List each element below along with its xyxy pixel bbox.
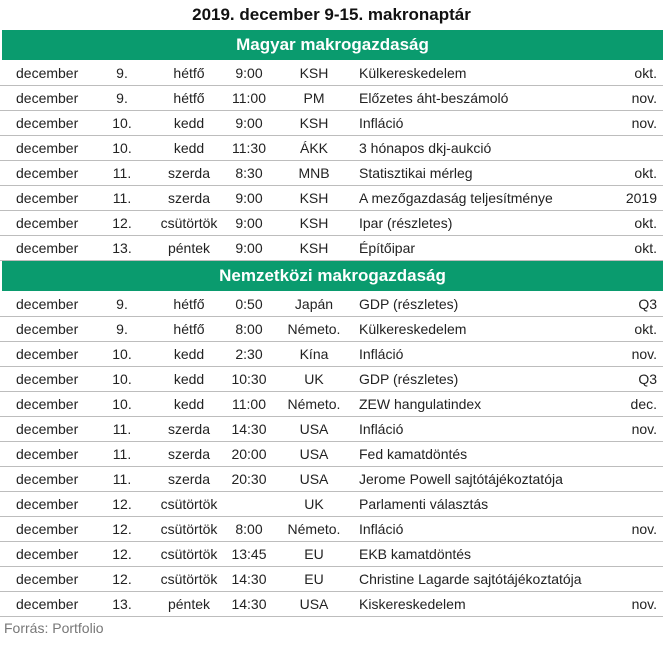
time-cell: 8:30 — [235, 165, 263, 181]
time-cell: 0:50 — [235, 296, 263, 312]
period-cell: okt. — [634, 65, 657, 81]
month-cell: december — [16, 446, 79, 462]
source-cell: ÁKK — [299, 140, 328, 156]
weekday-cell: csütörtök — [160, 496, 218, 512]
month-cell: december — [16, 521, 79, 537]
day-cell: 11. — [112, 421, 132, 437]
table-row — [0, 542, 663, 567]
day-cell: 10. — [112, 396, 132, 412]
day-cell: 11. — [112, 471, 132, 487]
month-cell: december — [16, 190, 79, 206]
time-cell: 9:00 — [235, 215, 263, 231]
event-cell: Christine Lagarde sajtótájékoztatója — [359, 571, 582, 587]
time-cell: 9:00 — [235, 190, 263, 206]
table-row — [0, 211, 663, 236]
month-cell: december — [16, 90, 79, 106]
source-cell: EU — [304, 571, 324, 587]
weekday-cell: kedd — [173, 140, 205, 156]
month-cell: december — [16, 321, 79, 337]
table-row — [0, 467, 663, 492]
weekday-cell: szerda — [167, 471, 211, 487]
weekday-cell: kedd — [173, 371, 205, 387]
weekday-cell: hétfő — [173, 65, 205, 81]
period-cell: Q3 — [638, 296, 657, 312]
month-cell: december — [16, 371, 79, 387]
table-row — [0, 442, 663, 467]
weekday-cell: szerda — [167, 190, 211, 206]
weekday-cell: hétfő — [173, 90, 205, 106]
month-cell: december — [16, 165, 79, 181]
period-cell: nov. — [631, 346, 657, 362]
source-cell: USA — [299, 446, 329, 462]
source-cell: MNB — [298, 165, 330, 181]
event-cell: Fed kamatdöntés — [359, 446, 468, 462]
time-cell: 8:00 — [235, 321, 263, 337]
day-cell: 12. — [112, 496, 132, 512]
month-cell: december — [16, 240, 79, 256]
source-cell: Németo. — [287, 396, 341, 412]
source-cell: Németo. — [287, 521, 341, 537]
event-cell: Külkereskedelem — [359, 321, 467, 337]
period-cell: nov. — [631, 421, 657, 437]
month-cell: december — [16, 571, 79, 587]
day-cell: 11. — [112, 446, 132, 462]
weekday-cell: csütörtök — [160, 215, 218, 231]
time-cell: 13:45 — [231, 546, 267, 562]
event-cell: Jerome Powell sajtótájékoztatója — [359, 471, 563, 487]
day-cell: 10. — [112, 371, 132, 387]
day-cell: 9. — [116, 65, 128, 81]
event-cell: ZEW hangulatindex — [359, 396, 482, 412]
day-cell: 10. — [112, 346, 132, 362]
event-cell: Ipar (részletes) — [359, 215, 453, 231]
month-cell: december — [16, 115, 79, 131]
time-cell: 11:00 — [232, 90, 266, 106]
period-cell: okt. — [634, 240, 657, 256]
time-cell: 20:00 — [231, 446, 267, 462]
month-cell: december — [16, 396, 79, 412]
period-cell: okt. — [634, 321, 657, 337]
month-cell: december — [16, 596, 79, 612]
table-row — [0, 342, 663, 367]
source-cell: KSH — [299, 115, 329, 131]
weekday-cell: péntek — [167, 596, 211, 612]
event-cell: EKB kamatdöntés — [359, 546, 472, 562]
table-row — [0, 236, 663, 261]
time-cell: 20:30 — [231, 471, 267, 487]
period-cell: Q3 — [638, 371, 657, 387]
weekday-cell: szerda — [167, 165, 211, 181]
event-cell: Előzetes áht-beszámoló — [359, 90, 509, 106]
day-cell: 12. — [112, 521, 132, 537]
calendar-table — [0, 30, 663, 617]
period-cell: nov. — [631, 90, 657, 106]
weekday-cell: kedd — [173, 115, 205, 131]
table-row — [0, 186, 663, 211]
day-cell: 10. — [112, 140, 132, 156]
time-cell: 14:30 — [231, 571, 267, 587]
source-cell: Japán — [294, 296, 334, 312]
source-cell: KSH — [299, 240, 329, 256]
source-cell: USA — [299, 471, 329, 487]
time-cell: 8:00 — [235, 521, 263, 537]
source-cell: Kína — [299, 346, 329, 362]
time-cell: 9:00 — [235, 240, 263, 256]
table-row — [0, 417, 663, 442]
weekday-cell: hétfő — [173, 321, 205, 337]
event-cell: GDP (részletes) — [359, 371, 459, 387]
weekday-cell: hétfő — [173, 296, 205, 312]
event-cell: Infláció — [359, 346, 404, 362]
source-cell: UK — [304, 371, 324, 387]
event-cell: Kiskereskedelem — [359, 596, 466, 612]
source-cell: PM — [303, 90, 325, 106]
source-cell: EU — [304, 546, 324, 562]
weekday-cell: szerda — [167, 421, 211, 437]
weekday-cell: kedd — [173, 346, 205, 362]
source-cell: Németo. — [287, 321, 341, 337]
period-cell: dec. — [630, 396, 657, 412]
day-cell: 12. — [112, 571, 132, 587]
day-cell: 11. — [112, 165, 132, 181]
event-cell: GDP (részletes) — [359, 296, 459, 312]
table-row — [0, 517, 663, 542]
weekday-cell: csütörtök — [160, 521, 218, 537]
time-cell: 11:30 — [232, 140, 266, 156]
table-row — [0, 61, 663, 86]
table-row — [0, 317, 663, 342]
event-cell: Infláció — [359, 115, 404, 131]
weekday-cell: szerda — [167, 446, 211, 462]
source-cell: KSH — [299, 190, 329, 206]
table-row — [0, 136, 663, 161]
period-cell: 2019 — [625, 190, 657, 206]
event-cell: 3 hónapos dkj-aukció — [359, 140, 492, 156]
period-cell: nov. — [631, 521, 657, 537]
source-cell: KSH — [299, 215, 329, 231]
event-cell: Statisztikai mérleg — [359, 165, 473, 181]
event-cell: Építőipar — [359, 240, 416, 256]
month-cell: december — [16, 421, 79, 437]
day-cell: 9. — [116, 321, 128, 337]
day-cell: 12. — [112, 215, 132, 231]
table-row — [0, 86, 663, 111]
weekday-cell: csütörtök — [160, 571, 218, 587]
day-cell: 9. — [116, 296, 128, 312]
source-note: Forrás: Portfolio — [4, 620, 104, 636]
time-cell: 2:30 — [235, 346, 263, 362]
time-cell: 9:00 — [235, 115, 263, 131]
period-cell: nov. — [631, 115, 657, 131]
day-cell: 13. — [112, 596, 132, 612]
day-cell: 12. — [112, 546, 132, 562]
page-title: 2019. december 9-15. makronaptár — [192, 5, 471, 24]
period-cell: nov. — [631, 596, 657, 612]
month-cell: december — [16, 215, 79, 231]
day-cell: 13. — [112, 240, 132, 256]
month-cell: december — [16, 546, 79, 562]
section-header: Magyar makrogazdaság — [2, 30, 663, 60]
table-row — [0, 492, 663, 517]
time-cell: 9:00 — [235, 65, 263, 81]
day-cell: 11. — [112, 190, 132, 206]
period-cell: okt. — [634, 165, 657, 181]
month-cell: december — [16, 296, 79, 312]
table-row — [0, 567, 663, 592]
weekday-cell: csütörtök — [160, 546, 218, 562]
event-cell: Külkereskedelem — [359, 65, 467, 81]
month-cell: december — [16, 140, 79, 156]
source-cell: USA — [299, 596, 329, 612]
source-cell: UK — [304, 496, 324, 512]
weekday-cell: kedd — [173, 396, 205, 412]
day-cell: 9. — [116, 90, 128, 106]
time-cell: 14:30 — [231, 421, 267, 437]
source-cell: USA — [299, 421, 329, 437]
day-cell: 10. — [112, 115, 132, 131]
table-row — [0, 592, 663, 617]
source-cell: KSH — [299, 65, 329, 81]
event-cell: Infláció — [359, 521, 404, 537]
month-cell: december — [16, 471, 79, 487]
table-row — [0, 111, 663, 136]
time-cell: 11:00 — [232, 396, 266, 412]
event-cell: A mezőgazdaság teljesítménye — [359, 190, 553, 206]
table-row — [0, 392, 663, 417]
table-row — [0, 161, 663, 186]
table-row — [0, 292, 663, 317]
time-cell: 10:30 — [231, 371, 267, 387]
period-cell: okt. — [634, 215, 657, 231]
month-cell: december — [16, 496, 79, 512]
event-cell: Parlamenti választás — [359, 496, 489, 512]
time-cell: 14:30 — [231, 596, 267, 612]
section-header: Nemzetközi makrogazdaság — [2, 261, 663, 291]
event-cell: Infláció — [359, 421, 404, 437]
month-cell: december — [16, 65, 79, 81]
weekday-cell: péntek — [167, 240, 211, 256]
month-cell: december — [16, 346, 79, 362]
table-row — [0, 367, 663, 392]
